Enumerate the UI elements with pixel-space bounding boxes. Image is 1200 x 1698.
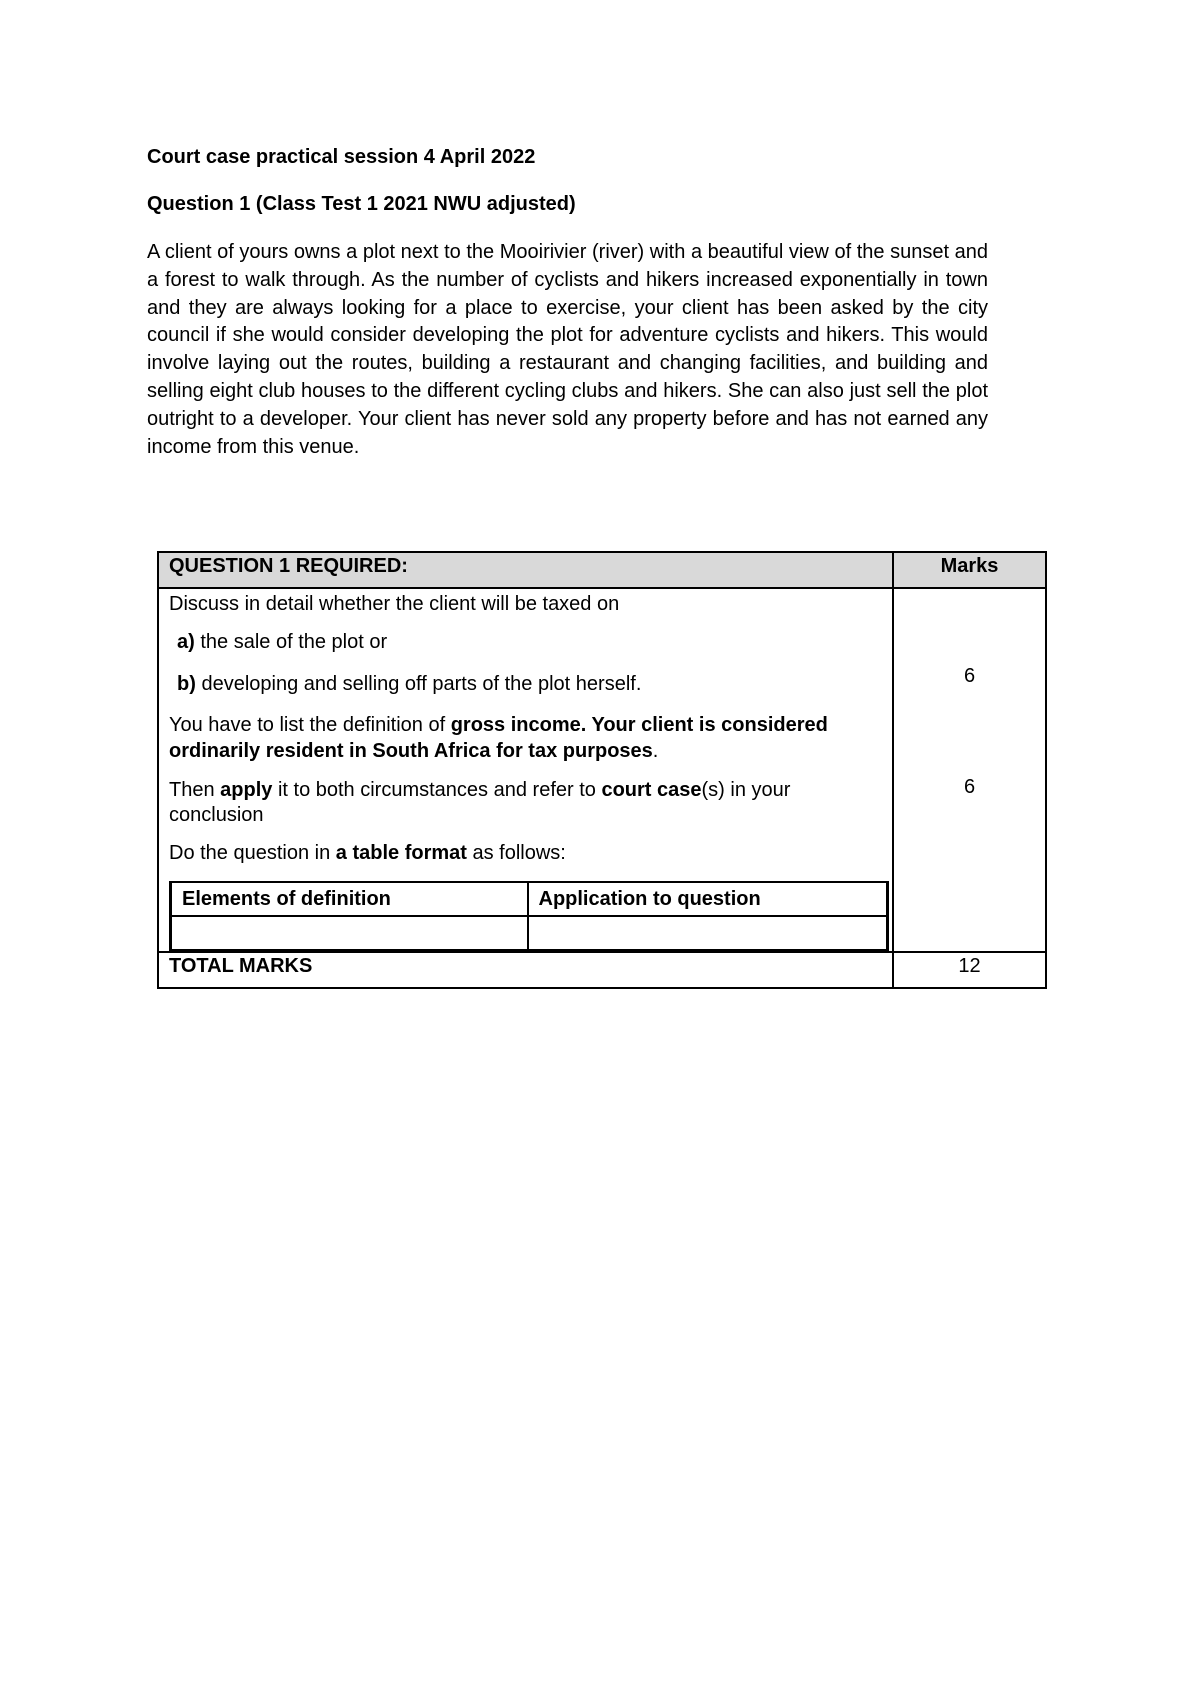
- apply-bold-2: court case: [601, 779, 702, 801]
- elements-empty-cell: [171, 916, 528, 950]
- definition-instruction: [169, 712, 882, 764]
- intro-paragraph: A client of yours owns a plot next to the Mooirivier (river) with a beautiful view of the sunset and a forest to walk through. As the number of cyclists and hikers increased exponentially in town and they are always looking for a place to exercise, your client has been asked by the city council if she would consider developing the plot for adventure cyclists and hikers. This would involve laying out the routes, building a restaurant and changing facilities, and building and selling eight club houses to the different cycling clubs and hikers. She can also just sell the plot outright to a developer. Your client has never sold any property before and has not earned any income from this venue.: [147, 241, 988, 458]
- item-b-label: b): [177, 673, 196, 695]
- apply-bold-1: apply: [220, 779, 273, 801]
- header-marks-cell: Marks: [893, 552, 1046, 588]
- instructions-cell: [158, 588, 893, 952]
- total-label: TOTAL MARKS: [158, 952, 893, 988]
- apply-prefix: Then: [169, 779, 221, 801]
- item-a-text: the sale of the plot or: [194, 631, 388, 653]
- apply-instruction: [169, 778, 882, 828]
- do-prefix: Do the question in: [169, 842, 336, 864]
- def-prefix: You have to list the definition of: [169, 714, 451, 736]
- marks-cell: [893, 588, 1046, 952]
- do-suffix: as follows:: [466, 842, 566, 864]
- answer-format-header-row: [171, 882, 888, 916]
- elements-header: Elements of definition: [171, 882, 528, 916]
- apply-suffix: (s) in your conclusion: [169, 779, 791, 826]
- document-title: Court case practical session 4 April 2022: [147, 146, 536, 168]
- requirements-body-row: [158, 588, 1046, 952]
- requirements-table: [157, 551, 1047, 989]
- item-b-text: developing and selling off parts of the plot herself.: [195, 673, 642, 695]
- item-b: [169, 673, 882, 696]
- def-suffix: .: [652, 740, 659, 762]
- answer-format-table: [169, 881, 889, 951]
- item-a: [169, 631, 882, 654]
- total-value: 12: [893, 952, 1046, 988]
- total-row: [158, 952, 1046, 988]
- mark-value-1: 6: [963, 665, 976, 687]
- answer-format-empty-row: [171, 916, 888, 950]
- mark-value-2: 6: [963, 776, 976, 798]
- format-instruction: [169, 842, 882, 865]
- header-question-cell: QUESTION 1 REQUIRED:: [158, 552, 893, 588]
- do-bold: a table format: [335, 842, 467, 864]
- apply-mid: it to both circumstances and refer to: [272, 779, 602, 801]
- discuss-text: Discuss in detail whether the client will be taxed on: [169, 593, 620, 615]
- def-bold: gross income. Your client is considered ordinarily resident in South Africa for tax purposes: [169, 714, 828, 762]
- application-empty-cell: [528, 916, 888, 950]
- requirements-header-row: [158, 552, 1046, 588]
- item-a-label: a): [177, 631, 195, 653]
- application-header: Application to question: [528, 882, 888, 916]
- question-heading: Question 1 (Class Test 1 2021 NWU adjusted): [147, 193, 576, 215]
